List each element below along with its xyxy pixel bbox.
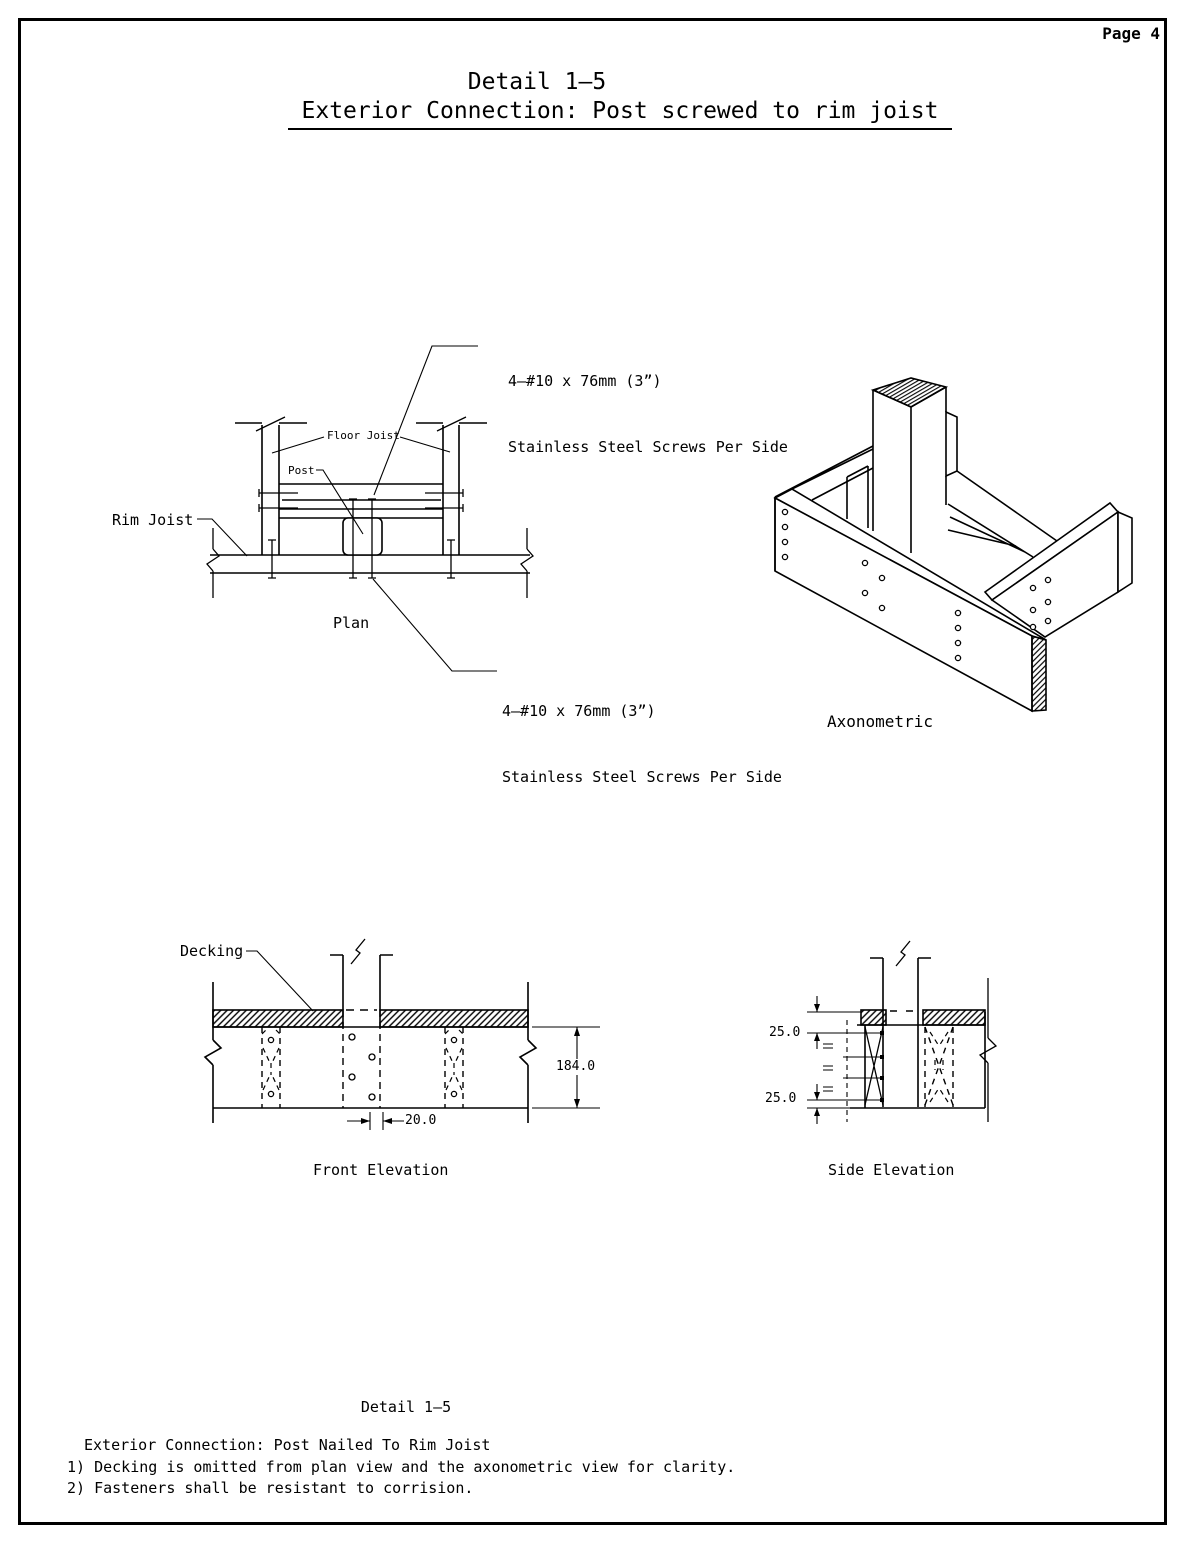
side-elevation-caption: Side Elevation <box>828 1161 955 1179</box>
dimension-25-bottom: 25.0 <box>765 1091 797 1106</box>
dimension-20: 20.0 <box>405 1113 437 1128</box>
footer-note-2: 2) Fasteners shall be resistant to corrision. <box>67 1479 474 1497</box>
dimension-184: 184.0 <box>556 1059 596 1074</box>
side-elevation-linework <box>850 941 996 1122</box>
sheet-subtitle: Exterior Connection: Post screwed to rim joist <box>288 97 952 130</box>
axonometric-caption: Axonometric <box>827 712 933 731</box>
screw-callout-top-line1: 4–#10 x 76mm (3”) <box>508 372 662 390</box>
front-elevation-caption: Front Elevation <box>313 1161 449 1179</box>
footer-subtitle: Exterior Connection: Post Nailed To Rim Joist <box>84 1436 491 1454</box>
screw-callout-bottom-line1: 4–#10 x 76mm (3”) <box>502 702 656 720</box>
post-label: Post <box>288 464 315 477</box>
floor-joist-label: Floor Joist <box>327 429 400 442</box>
decking-label: Decking <box>180 942 244 960</box>
front-elevation-linework <box>205 939 536 1123</box>
footer-note-1: 1) Decking is omitted from plan view and the axonometric view for clarity. <box>67 1458 736 1476</box>
footer-detail-title: Detail 1–5 <box>360 1398 452 1416</box>
axonometric-linework <box>775 378 1132 711</box>
plan-linework <box>207 417 533 598</box>
rim-joist-label: Rim Joist <box>112 511 194 529</box>
front-elevation-dimensions <box>347 1027 600 1130</box>
sheet-title: Detail 1–5 <box>467 69 607 95</box>
page-number: Page 4 <box>1102 24 1160 43</box>
screw-callout-top-line2: Stainless Steel Screws Per Side <box>508 438 788 456</box>
screw-callout-top <box>508 326 788 502</box>
dimension-25-top: 25.0 <box>769 1025 801 1040</box>
plan-caption: Plan <box>333 614 370 632</box>
screw-callout-bottom-line2: Stainless Steel Screws Per Side <box>502 768 782 786</box>
decking-leader-line <box>246 951 313 1011</box>
screw-callout-bottom <box>502 656 782 832</box>
